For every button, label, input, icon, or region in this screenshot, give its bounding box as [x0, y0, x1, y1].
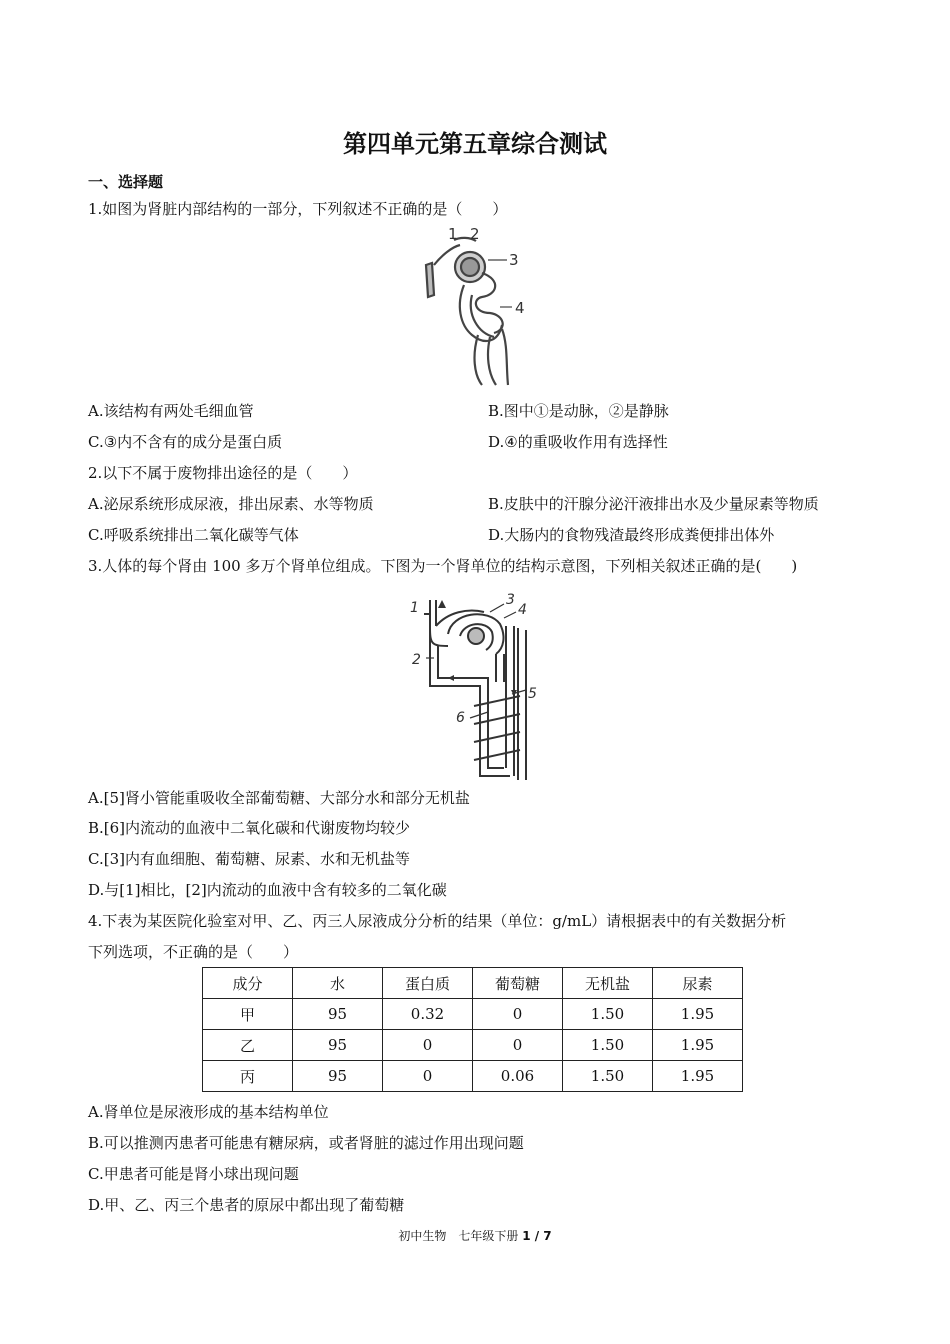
question-4-stem-line2: 下列选项，不正确的是（ ）	[88, 943, 299, 961]
page-number: 1 / 7	[522, 1229, 552, 1243]
q3-option-b: B.[6]内流动的血液中二氧化碳和代谢废物均较少	[88, 819, 411, 837]
q3-option-d: D.与[1]相比，[2]内流动的血液中含有较多的二氧化碳	[88, 881, 447, 899]
footer-text: 初中生物 七年级下册	[398, 1229, 519, 1243]
page-title: 第四单元第五章综合测试	[343, 130, 607, 158]
q1-option-c: C.③内不含有的成分是蛋白质	[88, 433, 283, 451]
question-2-stem: 2.以下不属于废物排出途径的是（ ）	[88, 464, 358, 482]
table-header-cell: 蛋白质	[383, 968, 473, 999]
table-row	[203, 999, 743, 1030]
q3-option-c: C.[3]内有血细胞、葡萄糖、尿素、水和无机盐等	[88, 850, 410, 868]
q2-option-a: A.泌尿系统形成尿液，排出尿素、水等物质	[88, 495, 374, 513]
q4-option-b: B.可以推测丙患者可能患有糖尿病，或者肾脏的滤过作用出现问题	[88, 1134, 524, 1152]
fig3-label-6: 6	[456, 710, 465, 726]
fig3-label-1: 1	[410, 600, 419, 616]
table-cell: 0	[473, 999, 563, 1030]
q4-option-d: D.甲、乙、丙三个患者的原尿中都出现了葡萄糖	[88, 1196, 405, 1214]
table-cell: 0	[383, 1061, 473, 1092]
table-row	[203, 1061, 743, 1092]
section-heading: 一、选择题	[88, 173, 164, 191]
q4-option-a: A.肾单位是尿液形成的基本结构单位	[88, 1103, 329, 1121]
fig1-label-3: 3	[509, 251, 519, 269]
question-1-stem: 1.如图为肾脏内部结构的一部分，下列叙述不正确的是（ ）	[88, 200, 508, 218]
table-cell: 0	[383, 1030, 473, 1061]
table-cell: 0.32	[383, 999, 473, 1030]
fig1-label-4: 4	[515, 299, 525, 317]
table-cell: 95	[293, 1061, 383, 1092]
fig3-label-2: 2	[412, 652, 421, 668]
table-cell: 1.50	[563, 1030, 653, 1061]
table-cell: 1.95	[653, 1030, 743, 1061]
table-header-cell: 水	[293, 968, 383, 999]
table-cell: 1.95	[653, 1061, 743, 1092]
q1-option-d: D.④的重吸收作用有选择性	[488, 433, 668, 451]
table-cell: 1.50	[563, 1061, 653, 1092]
table-cell: 1.95	[653, 999, 743, 1030]
table-header-row	[203, 968, 743, 999]
question-3-stem: 3.人体的每个肾由 100 多万个肾单位组成。下图为一个肾单位的结构示意图，下列相关叙述正确的是( )	[88, 557, 798, 575]
q4-option-c: C.甲患者可能是肾小球出现问题	[88, 1165, 299, 1183]
q1-option-a: A.该结构有两处毛细血管	[88, 402, 254, 420]
q2-option-c: C.呼吸系统排出二氧化碳等气体	[88, 526, 299, 544]
fig3-label-5: 5	[528, 686, 537, 702]
table-cell: 0.06	[473, 1061, 563, 1092]
table-cell: 95	[293, 999, 383, 1030]
table-header-cell: 葡萄糖	[473, 968, 563, 999]
table-cell: 95	[293, 1030, 383, 1061]
table-header-cell: 成分	[203, 968, 293, 999]
fig1-label-1: 1	[448, 225, 458, 243]
table-cell: 0	[473, 1030, 563, 1061]
nephron-figure-1	[412, 225, 537, 390]
q2-option-d: D.大肠内的食物残渣最终形成粪便排出体外	[488, 526, 775, 544]
table-cell: 乙	[203, 1030, 293, 1061]
nephron-figure-3	[408, 586, 558, 784]
table-row	[203, 1030, 743, 1061]
urine-analysis-table	[202, 967, 743, 1092]
table-cell: 1.50	[563, 999, 653, 1030]
table-cell: 甲	[203, 999, 293, 1030]
q3-option-a: A.[5]肾小管能重吸收全部葡萄糖、大部分水和部分无机盐	[88, 789, 470, 807]
q1-option-b: B.图中①是动脉，②是静脉	[488, 402, 669, 420]
page-footer	[0, 1227, 950, 1244]
q2-option-b: B.皮肤中的汗腺分泌汗液排出水及少量尿素等物质	[488, 495, 819, 513]
fig1-label-2: 2	[470, 225, 480, 243]
table-header-cell: 无机盐	[563, 968, 653, 999]
table-header-cell: 尿素	[653, 968, 743, 999]
question-4-stem-line1: 4.下表为某医院化验室对甲、乙、丙三人尿液成分分析的结果（单位：g/mL）请根据表中的有关数据分析	[88, 912, 787, 930]
fig3-label-4: 4	[518, 602, 527, 618]
fig3-label-3: 3	[506, 592, 515, 608]
table-cell: 丙	[203, 1061, 293, 1092]
